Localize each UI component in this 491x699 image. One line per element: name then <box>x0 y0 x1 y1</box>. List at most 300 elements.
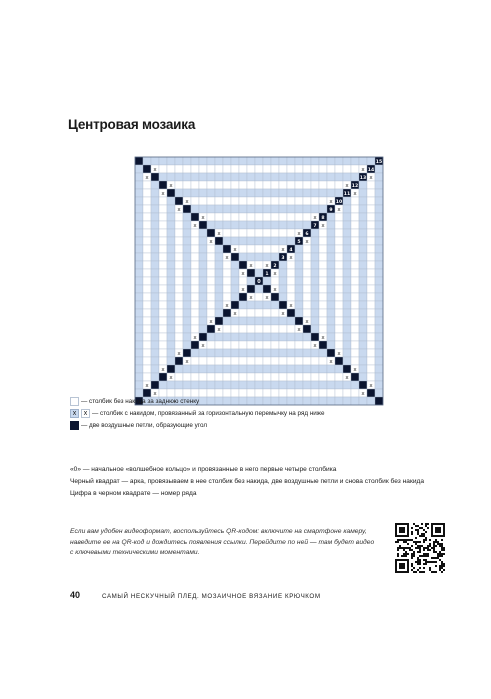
chart-cell <box>359 365 367 373</box>
chart-cell <box>271 365 279 373</box>
qr-module <box>427 555 429 557</box>
chart-cell <box>271 349 279 357</box>
chart-cell <box>327 341 335 349</box>
chart-cell <box>327 285 335 293</box>
chart-cell <box>351 285 359 293</box>
chart-cell <box>311 285 319 293</box>
chart-cell <box>175 197 183 205</box>
chart-cell <box>223 309 231 317</box>
cross-mark: x <box>225 303 229 310</box>
qr-module <box>443 563 445 565</box>
qr-module <box>411 545 413 547</box>
chart-cell <box>367 325 375 333</box>
chart-cell <box>143 285 151 293</box>
chart-cell <box>375 197 383 205</box>
note-line: Цифра в черном квадрате — номер ряда <box>70 490 197 497</box>
chart-cell <box>375 365 383 373</box>
qr-module <box>397 555 399 557</box>
cross-mark: x <box>273 287 277 294</box>
chart-cell <box>191 245 199 253</box>
cross-mark: x <box>329 199 333 206</box>
chart-cell <box>199 157 207 165</box>
cross-mark: x <box>369 175 373 182</box>
chart-cell <box>263 333 271 341</box>
chart-cell <box>311 253 319 261</box>
chart-cell <box>231 341 239 349</box>
cross-mark: x <box>193 223 197 230</box>
chart-cell <box>151 197 159 205</box>
chart-cell <box>335 277 343 285</box>
chart-cell <box>279 205 287 213</box>
chart-cell <box>327 173 335 181</box>
cross-mark: x <box>249 263 253 270</box>
chart-cell <box>359 317 367 325</box>
chart-cell <box>263 285 271 293</box>
chart-cell <box>327 261 335 269</box>
chart-cell <box>295 157 303 165</box>
chart-cell <box>295 389 303 397</box>
chart-cell <box>375 173 383 181</box>
chart-cell <box>287 157 295 165</box>
chart-cell <box>319 325 327 333</box>
chart-cell <box>319 389 327 397</box>
chart-cell <box>351 213 359 221</box>
chart-cell <box>207 189 215 197</box>
qr-module <box>403 539 405 541</box>
chart-cell <box>343 285 351 293</box>
chart-cell <box>263 229 271 237</box>
qr-module <box>433 571 435 573</box>
chart-cell <box>143 317 151 325</box>
chart-cell <box>311 309 319 317</box>
chart-cell <box>239 245 247 253</box>
chart-cell <box>271 205 279 213</box>
cross-mark: x <box>329 359 333 366</box>
chart-cell <box>359 261 367 269</box>
legend-label-corner: — две воздушные петли, образующие угол <box>81 422 207 429</box>
chart-cell <box>239 237 247 245</box>
qr-module <box>409 549 411 551</box>
chart-cell <box>159 261 167 269</box>
chart-cell <box>367 189 375 197</box>
chart-cell <box>279 357 287 365</box>
chart-cell <box>247 173 255 181</box>
chart-cell <box>375 317 383 325</box>
chart-cell <box>151 213 159 221</box>
chart-cell <box>311 333 319 341</box>
chart-cell <box>183 165 191 173</box>
chart-cell <box>359 301 367 309</box>
chart-cell <box>167 205 175 213</box>
qr-module <box>429 567 431 569</box>
chart-cell <box>311 269 319 277</box>
chart-cell <box>191 357 199 365</box>
chart-cell <box>327 389 335 397</box>
chart-cell <box>295 165 303 173</box>
chart-cell <box>263 381 271 389</box>
chart-cell <box>375 357 383 365</box>
row-number-label: 2 <box>273 264 277 269</box>
chart-cell <box>231 389 239 397</box>
chart-cell <box>279 277 287 285</box>
chart-cell <box>151 309 159 317</box>
chart-cell <box>223 277 231 285</box>
qr-module <box>425 531 427 533</box>
qr-code[interactable] <box>395 523 445 573</box>
qr-module <box>427 561 429 563</box>
chart-cell <box>335 157 343 165</box>
qr-module <box>433 547 435 549</box>
qr-module <box>397 553 399 555</box>
qr-instructions: Если вам удобен видеоформат, воспользуйтесь QR-кодом: включите на смартфоне камеру, наведите ее на QR-код и дождитесь появления ссылки. Перейдите по ней — там будет видео с ключевыми техническими моментами. <box>70 528 375 556</box>
chart-cell <box>343 221 351 229</box>
chart-cell <box>279 301 287 309</box>
chart-cell <box>247 285 255 293</box>
swatch-white-cross <box>81 409 90 418</box>
chart-cell <box>239 157 247 165</box>
chart-cell <box>239 221 247 229</box>
chart-cell <box>175 357 183 365</box>
chart-cell <box>175 221 183 229</box>
chart-cell <box>375 301 383 309</box>
qr-module <box>403 547 405 549</box>
qr-module <box>427 553 429 555</box>
chart-cell <box>143 373 151 381</box>
qr-module <box>417 557 419 559</box>
qr-module <box>441 553 443 555</box>
chart-cell <box>183 205 191 213</box>
chart-cell <box>335 333 343 341</box>
chart-cell <box>167 389 175 397</box>
chart-cell <box>231 381 239 389</box>
chart-cell <box>343 229 351 237</box>
chart-cell <box>223 229 231 237</box>
chart-cell <box>231 253 239 261</box>
chart-cell <box>247 189 255 197</box>
qr-module <box>409 547 411 549</box>
chart-cell <box>343 325 351 333</box>
chart-cell <box>287 221 295 229</box>
chart-cell <box>263 237 271 245</box>
qr-module <box>423 571 425 573</box>
chart-cell <box>231 317 239 325</box>
chart-cell <box>167 253 175 261</box>
chart-cell <box>199 285 207 293</box>
chart-cell <box>247 325 255 333</box>
chart-cell <box>175 277 183 285</box>
qr-module <box>419 561 421 563</box>
chart-cell <box>375 285 383 293</box>
chart-cell <box>327 397 335 405</box>
chart-cell <box>135 221 143 229</box>
cross-mark: x <box>321 335 325 342</box>
qr-module <box>423 563 425 565</box>
chart-cell <box>343 277 351 285</box>
chart-cell <box>263 341 271 349</box>
cross-mark: x <box>201 215 205 222</box>
chart-cell <box>223 157 231 165</box>
chart-cell <box>311 373 319 381</box>
chart-cell <box>367 277 375 285</box>
chart-cell <box>375 205 383 213</box>
chart-cell <box>311 205 319 213</box>
chart-cell <box>311 397 319 405</box>
chart-cell <box>327 213 335 221</box>
chart-cell <box>175 285 183 293</box>
chart-cell <box>223 245 231 253</box>
chart-cell <box>215 213 223 221</box>
chart-cell <box>207 357 215 365</box>
chart-cell <box>159 389 167 397</box>
chart-cell <box>335 365 343 373</box>
qr-module <box>435 545 437 547</box>
chart-cell <box>255 285 263 293</box>
chart-cell <box>263 157 271 165</box>
qr-module <box>417 551 419 553</box>
chart-cell <box>351 373 359 381</box>
chart-cell <box>279 221 287 229</box>
chart-cell <box>271 189 279 197</box>
chart-cell <box>271 341 279 349</box>
cross-mark: x <box>241 271 245 278</box>
chart-cell <box>223 261 231 269</box>
qr-module <box>431 561 433 563</box>
chart-cell <box>287 261 295 269</box>
chart-cell <box>207 325 215 333</box>
chart-cell <box>215 285 223 293</box>
chart-cell <box>351 333 359 341</box>
chart-cell <box>303 293 311 301</box>
chart-cell <box>223 397 231 405</box>
chart-cell <box>151 173 159 181</box>
chart-cell <box>135 229 143 237</box>
chart-cell <box>223 181 231 189</box>
chart-cell <box>151 229 159 237</box>
chart-cell <box>303 165 311 173</box>
chart-cell <box>335 397 343 405</box>
chart-cell <box>327 237 335 245</box>
chart-cell <box>247 165 255 173</box>
chart-cell <box>359 229 367 237</box>
chart-cell <box>319 277 327 285</box>
chart-cell <box>287 389 295 397</box>
chart-cell <box>191 285 199 293</box>
qr-module <box>439 559 441 561</box>
chart-cell <box>255 333 263 341</box>
chart-cell <box>199 165 207 173</box>
chart-cell <box>319 269 327 277</box>
chart-cell <box>183 317 191 325</box>
chart-cell <box>271 317 279 325</box>
chart-cell <box>247 277 255 285</box>
chart-cell <box>247 205 255 213</box>
chart-cell <box>207 293 215 301</box>
chart-cell <box>327 189 335 197</box>
qr-module <box>431 547 433 549</box>
row-number-label: 15 <box>375 160 383 165</box>
chart-cell <box>215 397 223 405</box>
chart-cell <box>143 181 151 189</box>
chart-cell <box>343 397 351 405</box>
chart-cell <box>367 333 375 341</box>
chart-cell <box>167 301 175 309</box>
chart-cell <box>175 381 183 389</box>
chart-cell <box>135 157 143 165</box>
chart-cell <box>151 333 159 341</box>
chart-cell <box>303 349 311 357</box>
chart-cell <box>287 229 295 237</box>
chart-cell <box>207 253 215 261</box>
chart-cell <box>239 181 247 189</box>
qr-module <box>407 539 409 541</box>
chart-cell <box>191 213 199 221</box>
qr-module <box>439 569 441 571</box>
qr-module <box>439 567 441 569</box>
qr-module <box>427 527 429 529</box>
chart-cell <box>151 277 159 285</box>
qr-module <box>421 527 423 529</box>
chart-cell <box>319 261 327 269</box>
chart-cell <box>207 341 215 349</box>
cross-mark: x <box>345 375 349 382</box>
chart-cell <box>231 365 239 373</box>
qr-module <box>405 539 407 541</box>
qr-module <box>419 555 421 557</box>
chart-cell <box>159 333 167 341</box>
chart-cell <box>135 373 143 381</box>
chart-cell <box>239 173 247 181</box>
chart-cell <box>351 229 359 237</box>
chart-cell <box>159 269 167 277</box>
chart-cell <box>151 269 159 277</box>
chart-cell <box>151 157 159 165</box>
qr-module <box>411 563 413 565</box>
chart-cell <box>135 325 143 333</box>
chart-cell <box>359 277 367 285</box>
chart-cell <box>183 365 191 373</box>
chart-cell <box>255 157 263 165</box>
cross-mark: x <box>161 191 165 198</box>
chart-cell <box>247 373 255 381</box>
chart-cell <box>255 341 263 349</box>
qr-module <box>441 555 443 557</box>
chart-cell <box>159 165 167 173</box>
chart-cell <box>367 301 375 309</box>
chart-cell <box>319 157 327 165</box>
chart-cell <box>255 197 263 205</box>
qr-module <box>415 571 417 573</box>
chart-cell <box>359 333 367 341</box>
chart-cell <box>303 173 311 181</box>
chart-cell <box>167 173 175 181</box>
chart-cell <box>199 261 207 269</box>
chart-cell <box>263 301 271 309</box>
chart-cell <box>263 373 271 381</box>
chart-cell <box>231 165 239 173</box>
chart-cell <box>231 157 239 165</box>
chart-cell <box>343 261 351 269</box>
chart-cell <box>359 349 367 357</box>
chart-cell <box>207 389 215 397</box>
legend-label-plain: — столбик без накида за заднюю стенку <box>81 398 200 405</box>
chart-cell <box>367 245 375 253</box>
chart-cell <box>239 309 247 317</box>
chart-cell <box>319 205 327 213</box>
chart-cell <box>343 269 351 277</box>
chart-cell <box>207 261 215 269</box>
chart-cell <box>367 397 375 405</box>
cross-mark: x <box>337 351 341 358</box>
row-number-label: 8 <box>321 216 325 221</box>
chart-cell <box>191 165 199 173</box>
chart-cell <box>239 317 247 325</box>
chart-cell <box>135 301 143 309</box>
chart-cell <box>247 309 255 317</box>
row-number-label: 12 <box>351 184 359 189</box>
chart-cell <box>335 181 343 189</box>
chart-cell <box>319 397 327 405</box>
qr-module <box>427 545 429 547</box>
chart-cell <box>159 253 167 261</box>
chart-cell <box>295 173 303 181</box>
qr-module <box>429 543 431 545</box>
chart-cell <box>183 229 191 237</box>
row-number-label: 4 <box>289 248 293 253</box>
chart-cell <box>247 269 255 277</box>
qr-module <box>441 561 443 563</box>
cross-mark: x <box>281 311 285 318</box>
chart-cell <box>223 213 231 221</box>
chart-cell <box>159 349 167 357</box>
chart-cell <box>319 373 327 381</box>
cross-mark: x <box>297 231 301 238</box>
chart-cell <box>279 365 287 373</box>
chart-cell <box>375 269 383 277</box>
chart-cell <box>223 221 231 229</box>
chart-cell <box>207 197 215 205</box>
qr-module <box>439 555 441 557</box>
chart-cell <box>223 205 231 213</box>
chart-cell <box>215 333 223 341</box>
chart-cell <box>191 253 199 261</box>
chart-cell <box>215 261 223 269</box>
chart-cell <box>175 309 183 317</box>
chart-cell <box>143 293 151 301</box>
chart-cell <box>255 229 263 237</box>
chart-cell <box>231 293 239 301</box>
qr-module <box>425 525 427 527</box>
chart-cell <box>199 293 207 301</box>
chart-cell <box>271 309 279 317</box>
chart-cell <box>223 293 231 301</box>
chart-cell <box>143 253 151 261</box>
chart-cell <box>255 205 263 213</box>
chart-cell <box>159 157 167 165</box>
qr-module <box>411 549 413 551</box>
legend-label-cross: — столбик с накидом, провязанный за горизонтальную перемычку на ряд ниже <box>92 410 325 417</box>
chart-cell <box>231 269 239 277</box>
qr-module <box>409 539 411 541</box>
qr-module <box>411 569 413 571</box>
qr-module <box>399 539 401 541</box>
chart-cell <box>287 397 295 405</box>
qr-module <box>425 555 427 557</box>
qr-module <box>429 545 431 547</box>
cross-mark: x <box>233 247 237 254</box>
chart-cell <box>239 349 247 357</box>
chart-cell <box>223 373 231 381</box>
chart-cell <box>143 333 151 341</box>
